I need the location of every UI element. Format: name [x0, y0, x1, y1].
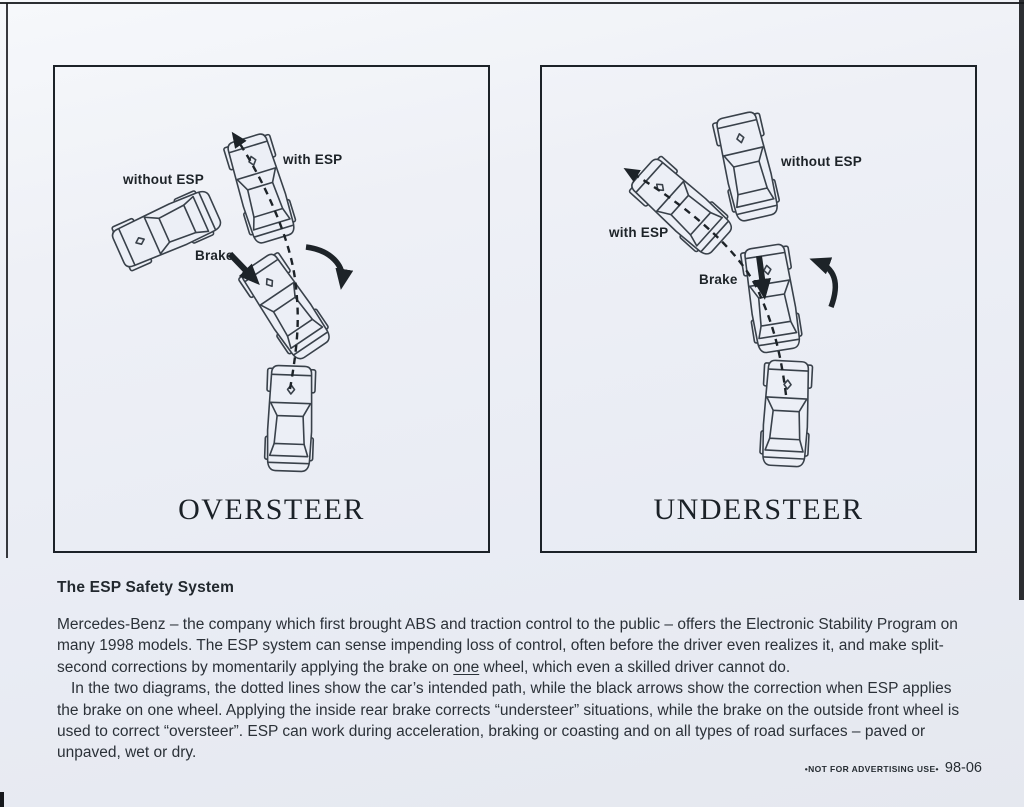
- paragraph-1-text: Mercedes-Benz – the company which first brought ABS and traction control to the public – offers the Electronic Stability Program on many 1998 models. The ESP system can sense impending loss of control, often before the driver even realizes it, and make split-second corrections by momentarily applying the brake on: [57, 616, 958, 676]
- footer: [805, 760, 982, 776]
- car-with-esp: [627, 154, 737, 260]
- photo-edge-corner: [0, 792, 4, 807]
- label-without-esp: without ESP: [781, 154, 862, 169]
- car-start: [759, 360, 812, 467]
- paragraph-1: [57, 614, 969, 678]
- car-start: [264, 365, 316, 472]
- article-heading: The ESP Safety System: [57, 579, 235, 596]
- car-braking: [740, 243, 804, 354]
- car-with-esp: [223, 131, 300, 245]
- label-brake: Brake: [699, 272, 738, 287]
- yaw-arrow-icon: [306, 247, 342, 283]
- document-code: 98-06: [944, 760, 982, 776]
- oversteer-title: OVERSTEER: [178, 493, 365, 526]
- understeer-title: UNDERSTEER: [653, 493, 864, 526]
- photo-edge-right: [1019, 0, 1024, 600]
- photo-edge-left: [6, 3, 8, 558]
- paragraph-2: In the two diagrams, the dotted lines show the car’s intended path, while the black arrows show the correction when ESP applies the brake on one wheel. Applying the inside rear brake corrects “understeer” situations, while the brake on the outside front wheel is used to correct “oversteer”. ESP can work during acceleration, braking or coasting and on all types of road surfaces – paved or unpaved, wet or dry.: [57, 680, 960, 762]
- oversteer-diagram: [53, 65, 490, 553]
- underlined-word: one: [453, 658, 480, 676]
- label-brake: Brake: [195, 248, 234, 263]
- car-without-esp: [712, 110, 782, 223]
- label-with-esp: with ESP: [283, 152, 343, 167]
- paragraph-1-tail: wheel, which even a skilled driver cannot do.: [479, 658, 791, 676]
- understeer-illustration: [542, 67, 975, 551]
- photo-edge-top: [0, 2, 1024, 4]
- label-without-esp: without ESP: [123, 172, 204, 187]
- understeer-diagram: [540, 65, 977, 553]
- oversteer-illustration: [55, 67, 488, 551]
- label-with-esp: with ESP: [609, 225, 669, 240]
- article: [57, 579, 969, 764]
- yaw-arrow-icon: [816, 261, 835, 307]
- advertising-notice: •NOT FOR ADVERTISING USE•: [804, 764, 939, 774]
- car-braking: [236, 250, 335, 364]
